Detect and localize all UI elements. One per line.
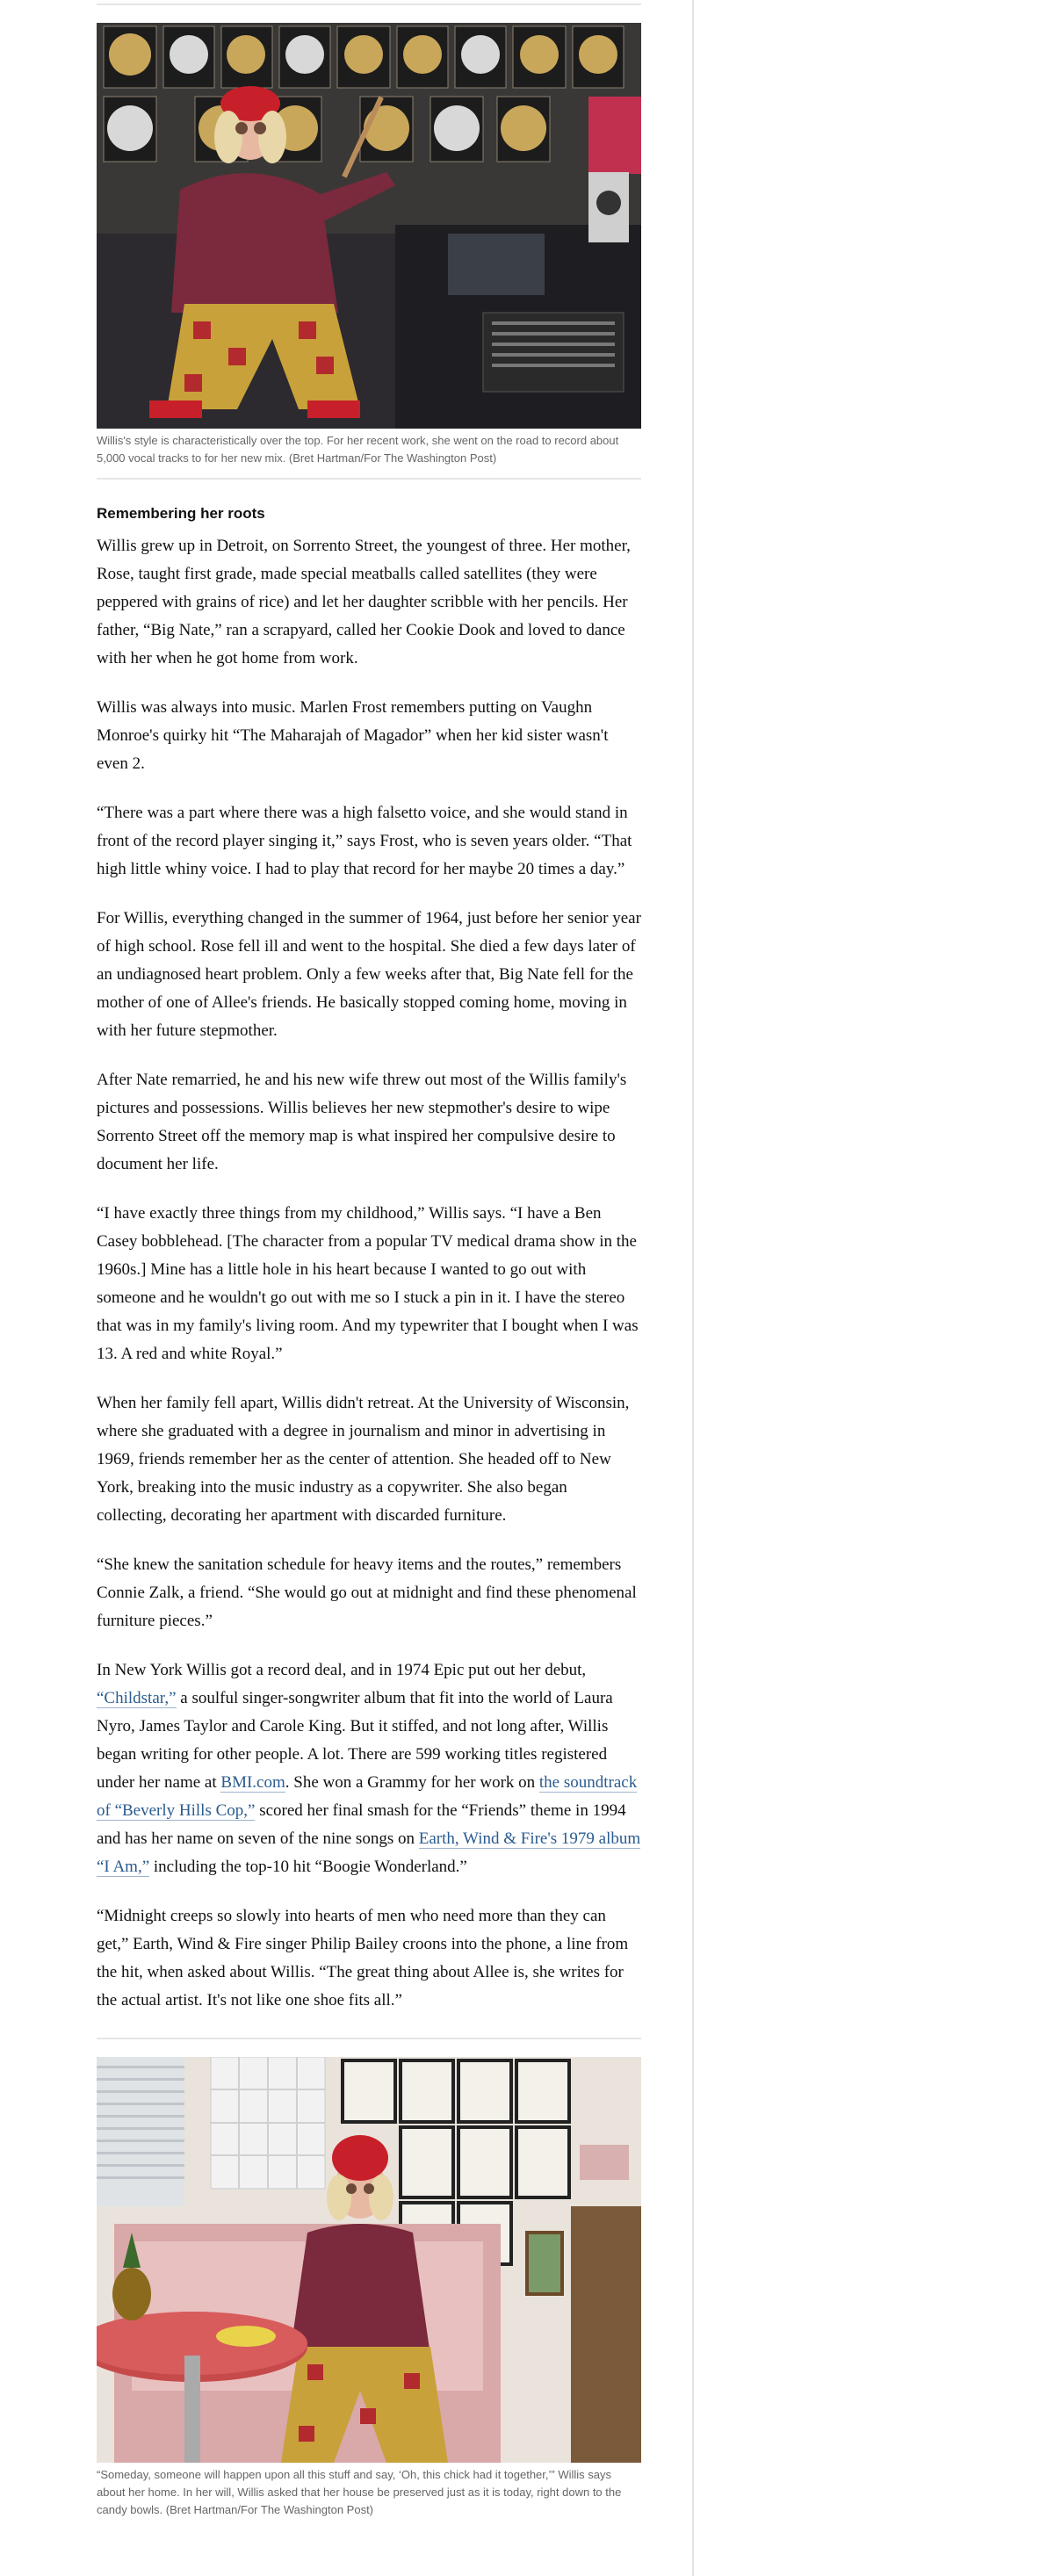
article-photo-studio[interactable] xyxy=(97,23,641,429)
right-rail-divider xyxy=(692,0,694,2576)
link-bmi[interactable]: BMI.com xyxy=(220,1773,285,1792)
article-photo-kitchen[interactable] xyxy=(97,2057,641,2463)
link-beverly-hills-cop[interactable]: the soundtrack of “Beverly Hills Cop,” xyxy=(97,1773,638,1820)
paragraph-10: “Midnight creeps so slowly into hearts of men who need more than they can get,” Earth, Wind & Fire singer Philip Bailey croons into the phone, a line from the hit, when asked about Willis. “The great thing about Allee is, she writes for the actual artist. It's not like one shoe fits all.” xyxy=(97,1907,629,2010)
paragraph-5: After Nate remarried, he and his new wife threw out most of the Willis family's pictures and possessions. Willis believes her new stepmother's desire to wipe Sorrento Street off the memory map is what inspired her compulsive desire to document her life. xyxy=(97,1071,627,1173)
photo-caption: “Someday, someone will happen upon all this stuff and say, ‘Oh, this chick had it together,’” Willis says about her home. In her will, Willis asked that her house be preserved just as it is today, right down to the candy bowls. (Bret Hartman/For The Washington Post) xyxy=(97,2468,622,2516)
section-divider xyxy=(97,478,641,480)
section-divider xyxy=(97,2038,641,2039)
paragraph-2: Willis was always into music. Marlen Frost remembers putting on Vaughn Monroe's quirky hit “The Maharajah of Magador” when her kid sister wasn't even 2. xyxy=(97,698,609,773)
text-run: including the top-10 hit “Boogie Wonderland.” xyxy=(149,1858,467,1876)
studio-photo-illustration xyxy=(97,23,641,429)
paragraph-9 xyxy=(97,1656,641,1881)
article-body xyxy=(97,532,641,2015)
text-run: In New York Willis got a record deal, and in 1974 Epic put out her debut, xyxy=(97,1661,587,1679)
paragraph-7: When her family fell apart, Willis didn't retreat. At the University of Wisconsin, where she graduated with a degree in journalism and minor in advertising in 1969, friends remember her as the center of attention. She headed off to New York, breaking into the music industry as a copywriter. She also began collecting, decorating her apartment with discarded furniture. xyxy=(97,1394,630,1525)
text-run: scored her final smash for the “Friends” theme in 1994 and has her name on seven of the nine songs on xyxy=(97,1801,626,1848)
paragraph-6: “I have exactly three things from my childhood,” Willis says. “I have a Ben Casey bobblehead. [The character from a popular TV medical drama show in the 1960s.] Mine has a little hole in his heart because I wanted to go out with someone and he wouldn't go out with me so I stuck a pin in it. I have the stereo that was in my family's living room. And my typewriter that I bought when I was 13. A red and white Royal.” xyxy=(97,1204,639,1363)
article-column xyxy=(97,0,641,2519)
text-run: . She won a Grammy for her work on xyxy=(285,1773,539,1792)
paragraph-4: For Willis, everything changed in the summer of 1964, just before her senior year of high school. Rose fell ill and went to the hospital. She died a few days later of an undiagnosed heart problem. Only a few weeks after that, Big Nate fell for the mother of one of Allee's friends. He basically stopped coming home, moving in with her future stepmother. xyxy=(97,909,641,1040)
top-divider xyxy=(97,4,641,5)
section-heading: Remembering her roots xyxy=(97,505,265,522)
kitchen-photo-illustration xyxy=(97,2057,641,2463)
photo-caption: Willis's style is characteristically over the top. For her recent work, she went on the road to record about 5,000 vocal tracks to for her new mix. (Bret Hartman/For The Washington Post) xyxy=(97,434,619,465)
link-childstar[interactable]: “Childstar,” xyxy=(97,1689,177,1707)
link-i-am-album[interactable]: Earth, Wind & Fire's 1979 album “I Am,” xyxy=(97,1829,641,1876)
text-run: a soulful singer-songwriter album that fit into the world of Laura Nyro, James Taylor and Carole King. But it stiffed, and not long after, Willis began writing for other people. A lot. There are 599 working titles registered under her name at xyxy=(97,1689,613,1792)
paragraph-1: Willis grew up in Detroit, on Sorrento Street, the youngest of three. Her mother, Rose, taught first grade, made special meatballs called satellites (they were peppered with grains of rice) and let her daughter scribble with her pencils. Her father, “Big Nate,” ran a scrapyard, called her Cookie Dook and loved to dance with her when he got home from work. xyxy=(97,537,631,667)
paragraph-8: “She knew the sanitation schedule for heavy items and the routes,” remembers Connie Zalk, a friend. “She would go out at midnight and find these phenomenal furniture pieces.” xyxy=(97,1555,637,1630)
paragraph-3: “There was a part where there was a high falsetto voice, and she would stand in front of the record player singing it,” says Frost, who is seven years older. “That high little whiny voice. I had to play that record for her maybe 20 times a day.” xyxy=(97,804,632,878)
